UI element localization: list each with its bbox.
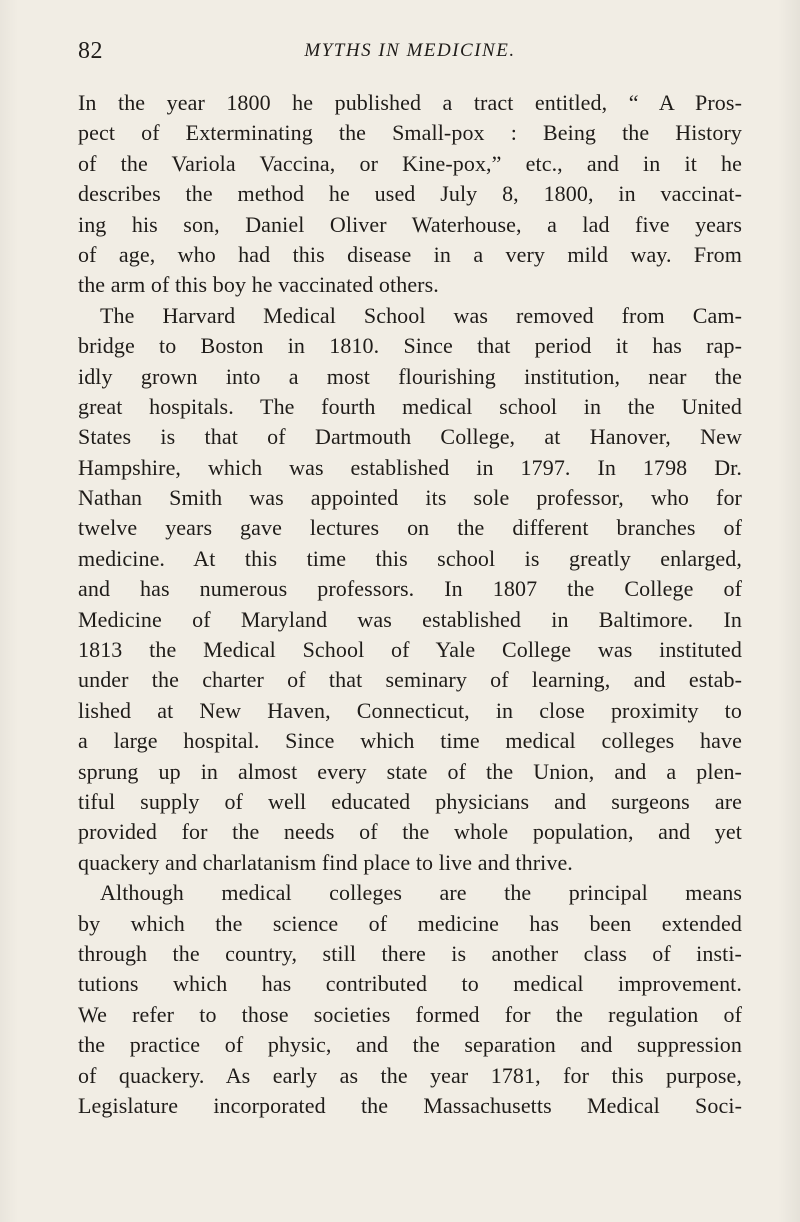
text-line: 1813 the Medical School of Yale College was instituted	[78, 637, 742, 663]
text-line: Although medical colleges are the principal means	[100, 880, 742, 906]
text-line: by which the science of medicine has been extended	[78, 910, 742, 936]
text-line: bridge to Boston in 1810. Since that period it has rap-	[78, 333, 742, 359]
text-line: States is that of Dartmouth College, at Hanover, New	[78, 424, 742, 450]
running-head	[78, 36, 742, 66]
text-line: the practice of physic, and the separation and suppression	[78, 1032, 742, 1058]
running-title: MYTHS IN MEDICINE.	[304, 40, 516, 61]
text-line: The Harvard Medical School was removed from Cam-	[100, 302, 742, 328]
body-text	[78, 88, 742, 1121]
text-line: lished at New Haven, Connecticut, in close proximity to	[78, 697, 742, 723]
text-line: a large hospital. Since which time medical colleges have	[78, 728, 742, 754]
text-line: and has numerous professors. In 1807 the College of	[78, 576, 742, 602]
text-line: Hampshire, which was established in 1797. In 1798 Dr.	[78, 454, 742, 480]
text-line: tutions which has contributed to medical improvement.	[78, 971, 742, 997]
text-line: twelve years gave lectures on the different branches of	[78, 515, 742, 541]
text-line: provided for the needs of the whole population, and yet	[78, 819, 742, 845]
text-line: In the year 1800 he published a tract entitled, “ A Pros-	[78, 90, 742, 115]
text-line: Medicine of Maryland was established in Baltimore. In	[78, 606, 742, 632]
text-line: medicine. At this time this school is greatly enlarged,	[78, 545, 742, 571]
text-line: of quackery. As early as the year 1781, for this purpose,	[78, 1062, 742, 1088]
page-number: 82	[78, 38, 103, 64]
text-line: great hospitals. The fourth medical school in the United	[78, 393, 742, 419]
text-line: the arm of this boy he vaccinated others.	[78, 272, 439, 298]
text-line: Legislature incorporated the Massachusetts Medical Soci-	[78, 1092, 742, 1118]
text-line: tiful supply of well educated physicians and surgeons are	[78, 788, 742, 814]
text-line: of age, who had this disease in a very mild way. From	[78, 241, 742, 267]
text-line: Nathan Smith was appointed its sole professor, who for	[78, 485, 742, 511]
text-line: through the country, still there is another class of insti-	[78, 940, 742, 966]
text-line: pect of Exterminating the Small-pox : Being the History	[78, 120, 742, 146]
text-line: ing his son, Daniel Oliver Waterhouse, a lad five years	[78, 211, 742, 237]
text-line: describes the method he used July 8, 1800, in vaccinat-	[78, 181, 742, 207]
text-line: under the charter of that seminary of learning, and estab-	[78, 667, 742, 693]
text-line: sprung up in almost every state of the Union, and a plen-	[78, 758, 742, 784]
text-line: We refer to those societies formed for the regulation of	[78, 1001, 742, 1027]
text-line: quackery and charlatanism find place to live and thrive.	[78, 849, 573, 875]
text-line: idly grown into a most flourishing institution, near the	[78, 363, 742, 389]
text-line: of the Variola Vaccina, or Kine-pox,” etc., and in it he	[78, 150, 742, 176]
